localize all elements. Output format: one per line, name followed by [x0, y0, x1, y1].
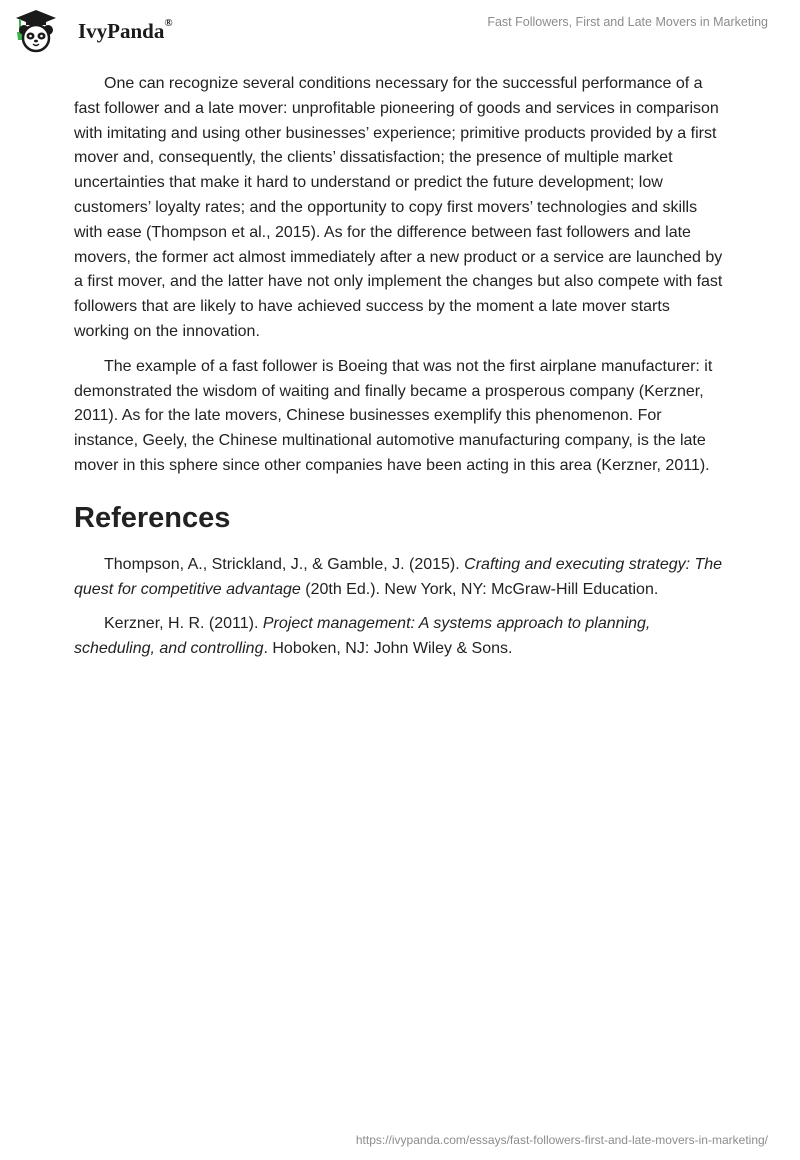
- brand-text: IvyPanda: [78, 19, 165, 43]
- reference-1-lead: Thompson, A., Strickland, J., & Gamble, J. (2015).: [104, 555, 465, 573]
- reference-1-tail: (20th Ed.). New York, NY: McGraw-Hill Education.: [300, 580, 659, 598]
- body-paragraph-2: The example of a fast follower is Boeing that was not the first airplane manufacturer: it demonstrated the wisdom of waiting and finally became a prosperous company (Kerzner, 2011). As for the late movers, Chinese businesses exemplify this phenomenon. For instance, Geely, the Chinese multinational automotive manufacturing company, is the late mover in this sphere since other companies have been acting in this area (Kerzner, 2011).: [74, 357, 713, 474]
- reference-1-title: Crafting and executing strategy: The quest for competitive advantage: [74, 555, 723, 598]
- essay-content: [74, 72, 726, 672]
- references-heading: References: [74, 501, 231, 534]
- panda-logo-icon: [14, 8, 58, 54]
- page-header: [0, 0, 800, 60]
- reference-2-lead: Kerzner, H. R. (2011).: [104, 615, 263, 633]
- reference-2-tail: . Hoboken, NJ: John Wiley & Sons.: [263, 640, 513, 658]
- reference-2-title: Project management: A systems approach to planning, scheduling, and controlling: [74, 615, 651, 658]
- document-title: Fast Followers, First and Late Movers in Marketing: [487, 15, 768, 29]
- reference-item-1: [74, 553, 726, 603]
- registered-mark: ®: [164, 17, 173, 29]
- reference-item-2: [74, 612, 726, 662]
- body-paragraph-1: One can recognize several conditions necessary for the successful performance of a fast follower and a late mover: unprofitable pioneering of goods and services in comparison with imitating and using other businesses’ experience; primitive products provided by a first mover and, consequently, the clients’ dissatisfaction; the presence of multiple market uncertainties that make it hard to understand or predict the future development; low customers’ loyalty rates; and the opportunity to copy first movers’ technologies and skills with ease (Thompson et al., 2015). As for the difference between fast followers and late movers, the former act almost immediately after a new product or a service are launched by a first mover, and the latter have not only implement the changes but also compete with fast followers that are likely to have achieved success by the moment a late mover starts working on the innovation.: [74, 75, 723, 340]
- source-url-link[interactable]: https://ivypanda.com/essays/fast-followers-first-and-late-movers-in-marketing/: [355, 1133, 768, 1147]
- brand-name[interactable]: [78, 19, 173, 44]
